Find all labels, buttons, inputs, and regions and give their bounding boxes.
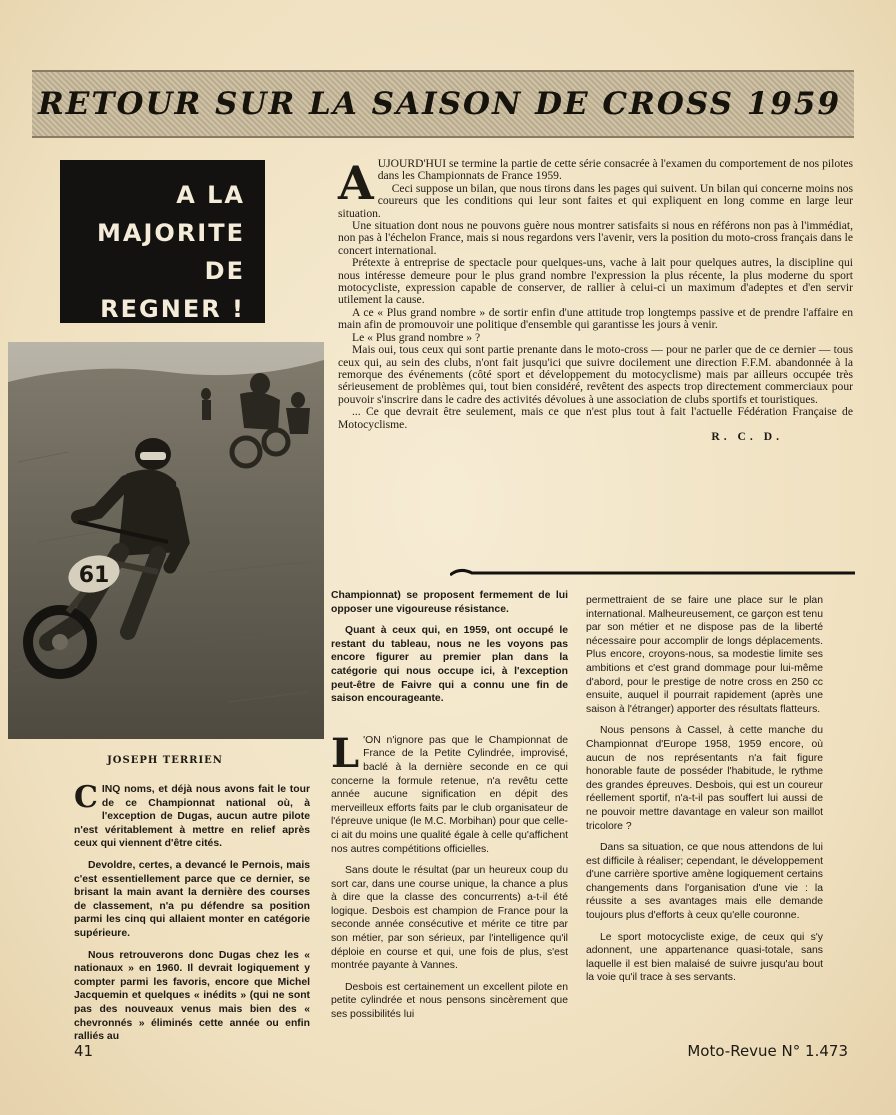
feature-title-line: MAJORITE bbox=[97, 219, 245, 247]
motocross-photo bbox=[8, 342, 324, 739]
column-right bbox=[586, 594, 823, 985]
section-divider bbox=[450, 566, 855, 580]
column-left bbox=[74, 780, 310, 1044]
dropcap: L bbox=[331, 729, 360, 777]
signature: R. C. D. bbox=[711, 429, 783, 443]
editorial-text bbox=[338, 158, 853, 443]
paragraph: Nous pensons à Cassel, à cette manche du Championnat d'Europe 1958, 1959 encore, où aucun de nos représentants n'a fait figure honorable faute de posséder l'habitude, le rythme des grandes épreuves. Desbois, qui est un coureur réellement sportif, n'a-t-il pas souffert lui aussi de ne pouvoir mettre davantage en valeur son maillot tricolore ? bbox=[586, 725, 823, 832]
paragraph: Ceci suppose un bilan, que nous tirons dans les pages qui suivent. Un bilan qui concerne moins nos coureurs que les conditions qui leur sont faites et qui expliquent en long comme en large leur situation. bbox=[338, 181, 853, 220]
magazine-issue: Moto-Revue N° 1.473 bbox=[687, 1042, 848, 1060]
photo-caption: JOSEPH TERRIEN bbox=[107, 755, 223, 766]
paragraph: ... Ce que devrait être seulement, mais ce que n'est plus tout à fait l'actuelle Fédération Française de Motocyclisme. bbox=[338, 405, 853, 431]
paragraph: Nous retrouverons donc Dugas chez les « nationaux » en 1960. Il devrait logiquement y compter parmi les favoris, encore que Michel Jacquemin et quelques « inédits » (qui ne sont pas des nouveaux venus mais bien des « chevronnés » éliminés cette année ou enfin ralliés au bbox=[74, 949, 310, 1043]
page-number: 41 bbox=[74, 1042, 94, 1060]
feature-title-line: A LA bbox=[176, 181, 245, 209]
paragraph: Sans doute le résultat (par un heureux coup du sort car, dans une course unique, la chance a plus à dire que la classe des concurrents) a-t-il été logique. Desbois est champion de France pour la seconde année consécutive et mérite ce titre par son métier, par son sérieux, par l'intelligence qu'il déploie en course et qui, une fois de plus, s'est montrée payante à Vannes. bbox=[331, 865, 568, 972]
paragraph: Prétexte à entreprise de spectacle pour quelques-uns, vache à lait pour quelques autres, la discipline qui nous intéresse demeure pour le plus grand nombre l'expression la plus récente, la plus moderne du sport motocycliste, expression capable de conserver, de rallier à celui-ci un maximum d'adeptes et d'en servir utilement la cause. bbox=[338, 256, 853, 307]
paragraph: Le « Plus grand nombre » ? bbox=[352, 330, 481, 344]
paragraph: Quant à ceux qui, en 1959, ont occupé le restant du tableau, nous ne les voyons pas encore figurer au premier plan dans la catégorie qui nous occupe ici, à l'exception peut-être de Faivre qui a connu une fin de saison encourageante. bbox=[331, 625, 568, 705]
feature-title-box bbox=[60, 160, 265, 323]
paragraph: Dans sa situation, ce que nous attendons de lui est difficile à réaliser; cependant, le développement d'une carrière sportive amène logiquement certains changements dans l'organisation d'une vie : la réussite a ses avantages mais elle demande toujours plus d'efforts à ceux qu'elle couronne. bbox=[586, 842, 823, 922]
headline-banner bbox=[32, 70, 854, 138]
paragraph: 'ON n'ignore pas que le Championnat de France de la Petite Cylindrée, improvisé, baclé à la dernière seconde en ce qui concerne la formule retenue, n'a revêtu cette année aucune signification en dépit des merveilleux efforts faits par le club organisateur de l'épreuve unique (le M.C. Morbihan) pour que celle-ci ait du moins une qualité égale à celle qu'affichent nos autres compétitions officielles. bbox=[331, 734, 568, 855]
dropcap: A bbox=[338, 156, 374, 210]
paragraph: A ce « Plus grand nombre » de sortir enfin d'une attitude trop longtemps passive et de prendre l'affaire en main afin de promouvoir une politique d'ensemble qui garantisse les jours à venir. bbox=[338, 305, 853, 332]
headline: RETOUR SUR LA SAISON DE CROSS 1959 bbox=[38, 86, 842, 122]
paragraph: Le sport motocycliste exige, de ceux qui s'y adonnent, une appartenance quasi-totale, sans laquelle il est bien malaisé de suivre jusqu'au bout la voie qu'il trace à ses servants. bbox=[586, 931, 823, 984]
paragraph: Devoldre, certes, a devancé le Pernois, mais c'est essentiellement parce que ce dernier, se brisant la main avant la dernière des courses de classement, n'a pu défendre sa position parmi les cinq qui allaient monter en catégorie supérieure. bbox=[74, 859, 310, 939]
feature-title-line: REGNER ! bbox=[100, 295, 245, 323]
feature-title-line: DE bbox=[204, 257, 245, 285]
paragraph: UJOURD'HUI se termine la partie de cette série consacrée à l'examen du comportement de nos pilotes dans les Championnats de France 1959. bbox=[377, 157, 853, 183]
paragraph: Une situation dont nous ne pouvons guère nous montrer satisfaits si nous en référons non pas à l'immédiat, non pas à l'échelon France, mais si nous regardons vers l'avenir, vers la position du moto-cross français dans le concert international. bbox=[338, 219, 853, 257]
column-middle bbox=[331, 589, 568, 1022]
photo-illustration bbox=[8, 342, 324, 739]
paragraph: Desbois est certainement un excellent pilote en petite cylindrée et nous pensons sincèrement que ses possibilités lui bbox=[331, 981, 568, 1021]
paragraph: INQ noms, et déjà nous avons fait le tour de ce Championnat national où, à l'exception de Dugas, aucun autre pilote n'est véritablement à mettre en relief après ceux qui viennent d'être cités. bbox=[74, 784, 310, 850]
rider-number: 61 bbox=[78, 563, 110, 588]
paragraph: Mais oui, tous ceux qui sont partie prenante dans le moto-cross — pour ne parler que de ce dernier — tous ceux qui, au sein des clubs, n'ont fait jusqu'ici que suivre docilement une direction F.F.M. abandonnée à la remorque des événements (côté sport et développement du motocyclisme) mais par ailleurs occupée très sérieusement de problèmes qui, tout bien considéré, revêtent des aspects trop directement commerciaux pour pouvoir s'inscrire dans le cadre des activités dévolues à une association de clubs sportifs et touristiques. bbox=[338, 343, 853, 406]
paragraph: Championnat) se proposent fermement de lui opposer une vigoureuse résistance. bbox=[331, 590, 568, 615]
paragraph: permettraient de se faire une place sur le plan international. Malheureusement, ce garçon est tenu par son métier et ne dispose pas de la liberté nécessaire pour accomplir de longs déplacements. Plus encore, croyons-nous, sa modestie limite ses ambitions et c'est grand dommage pour lui-même d'abord, pour le prestige de notre cross en 250 cc ensuite, auquel il pourrait rapidement (après une saison à l'étranger) apporter des résultats flatteurs. bbox=[586, 595, 823, 715]
dropcap: C bbox=[74, 780, 98, 815]
